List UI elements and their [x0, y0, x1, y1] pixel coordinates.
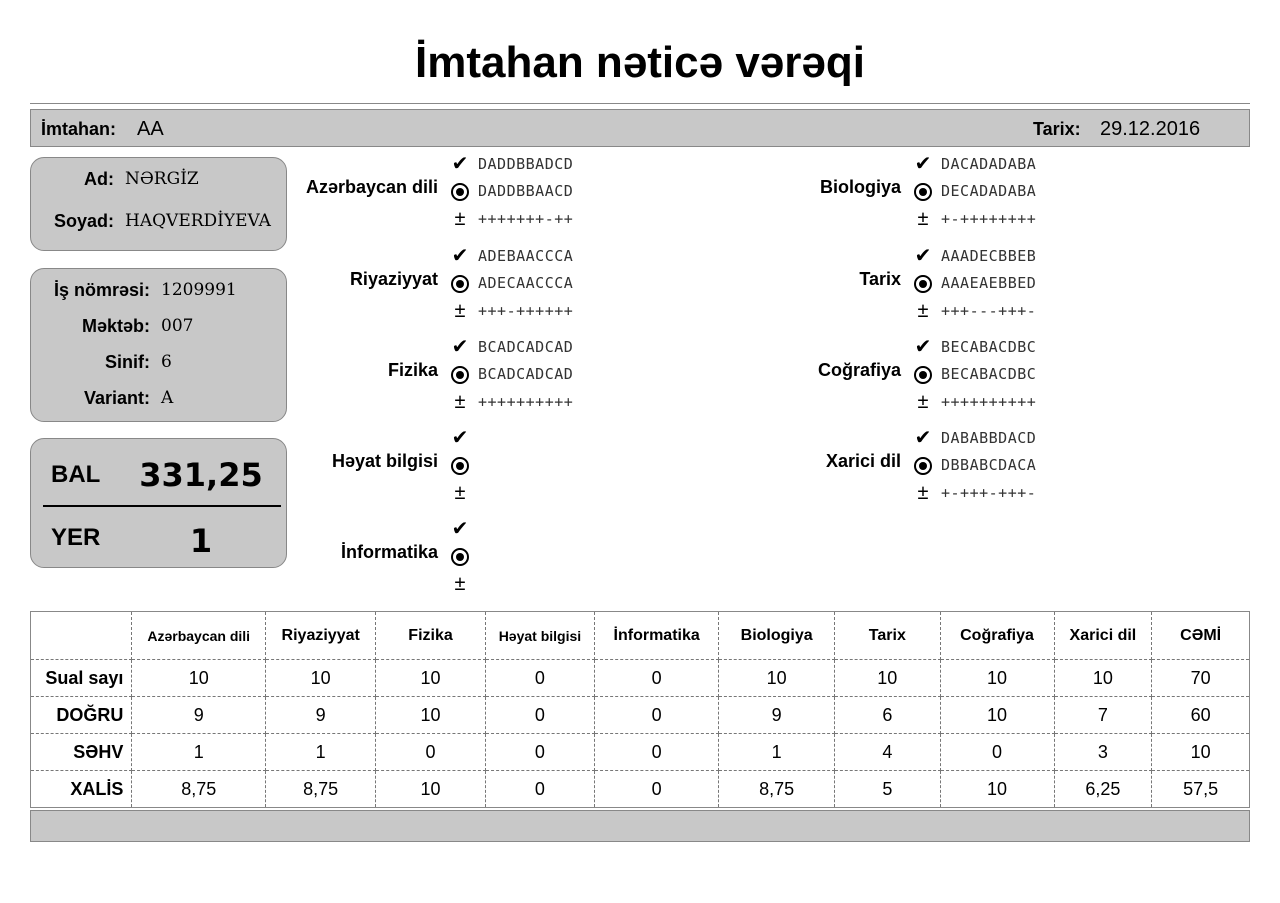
- student-answer: AAAEAEBBED: [941, 274, 1037, 292]
- table-header-cell: CƏMİ: [1152, 612, 1250, 660]
- table-cell: 1: [719, 734, 835, 771]
- school-row: [31, 316, 286, 338]
- table-cell: 0: [595, 697, 719, 734]
- student-answer: BCADCADCAD: [478, 365, 574, 383]
- check-icon: ✔: [914, 245, 932, 267]
- table-cell: 10: [940, 771, 1054, 808]
- surname-label: Soyad:: [53, 211, 114, 231]
- student-answer: BECABACDBC: [941, 365, 1037, 383]
- plus-minus-icon: ±: [454, 391, 466, 413]
- plus-minus-icon: ±: [917, 482, 929, 504]
- answer-result: +-++++++++: [941, 210, 1037, 228]
- target-icon: [450, 455, 470, 477]
- table-cell: 10: [376, 660, 485, 697]
- table-cell: 6: [835, 697, 940, 734]
- table-cell: 0: [595, 734, 719, 771]
- table-cell: 10: [266, 660, 376, 697]
- table-cell: 10: [376, 697, 485, 734]
- check-icon: ✔: [914, 336, 932, 358]
- table-cell: 6,25: [1054, 771, 1152, 808]
- name-row: [31, 169, 286, 191]
- table-row: [31, 734, 1250, 771]
- answer-result: ++++++++++: [941, 393, 1037, 411]
- table-cell: 10: [1152, 734, 1250, 771]
- table-header-cell: Azərbaycan dili: [132, 612, 266, 660]
- table-cell: 0: [485, 697, 594, 734]
- work-number-label: İş nömrəsi:: [53, 280, 150, 300]
- subject-block: [825, 427, 1113, 523]
- school-value: 007: [161, 316, 194, 336]
- table-row: [31, 660, 1250, 697]
- check-icon: ✔: [451, 153, 469, 175]
- answer-key: DADDBBADCD: [478, 155, 574, 173]
- answer-result: +-+++-+++-: [941, 484, 1037, 502]
- score-divider: [43, 505, 281, 507]
- class-value: 6: [161, 352, 172, 372]
- subject-name: Azərbaycan dili: [305, 177, 438, 197]
- subject-block: [817, 336, 1113, 432]
- answer-key: BCADCADCAD: [478, 338, 574, 356]
- answer-result: +++++++-++: [478, 210, 574, 228]
- subject-block: [387, 336, 650, 432]
- work-number-value: 1209991: [161, 280, 237, 300]
- info-box: [30, 268, 287, 422]
- subject-name: Biologiya: [819, 177, 901, 197]
- row-label: SƏHV: [31, 734, 132, 771]
- check-icon: ✔: [914, 153, 932, 175]
- target-icon: [913, 455, 933, 477]
- table-cell: 0: [485, 771, 594, 808]
- row-label: DOĞRU: [31, 697, 132, 734]
- table-row: [31, 697, 1250, 734]
- answer-result: +++-++++++: [478, 302, 574, 320]
- subject-name: Xarici dil: [825, 451, 901, 471]
- table-cell: 8,75: [132, 771, 266, 808]
- exam-value: AA: [137, 118, 164, 140]
- answer-key: DABABBDACD: [941, 429, 1037, 447]
- answer-result: +++---+++-: [941, 302, 1037, 320]
- subject-block: [819, 153, 1113, 249]
- rank-label: YER: [51, 524, 101, 551]
- plus-minus-icon: ±: [917, 300, 929, 322]
- exam-label: İmtahan:: [41, 119, 117, 139]
- score-value: 331,25: [139, 456, 263, 494]
- table-header-cell: Fizika: [376, 612, 485, 660]
- table-header-cell: Riyaziyyat: [266, 612, 376, 660]
- subject-block: [305, 153, 650, 249]
- table-header-cell: Tarix: [835, 612, 940, 660]
- table-header-cell: Həyat bilgisi: [485, 612, 594, 660]
- page-title: İmtahan nəticə vərəqi: [415, 38, 865, 87]
- table-cell: 0: [940, 734, 1054, 771]
- student-box: [30, 157, 287, 251]
- table-header-cell: Xarici dil: [1054, 612, 1152, 660]
- table-header-cell: Biologiya: [719, 612, 835, 660]
- table-cell: 0: [595, 660, 719, 697]
- table-cell: 60: [1152, 697, 1250, 734]
- student-answer: DBBABCDACA: [941, 456, 1037, 474]
- table-cell: 0: [485, 660, 594, 697]
- surname-value: HAQVERDİYEVA: [125, 211, 271, 231]
- table-cell: 0: [485, 734, 594, 771]
- table-cell: 1: [132, 734, 266, 771]
- plus-minus-icon: ±: [454, 300, 466, 322]
- class-label: Sinif:: [105, 352, 150, 372]
- table-cell: 8,75: [266, 771, 376, 808]
- student-answer: ADECAACCCA: [478, 274, 574, 292]
- table-corner: [31, 612, 132, 660]
- surname-row: [31, 211, 286, 233]
- target-icon: [913, 181, 933, 203]
- work-number-row: [31, 280, 286, 302]
- target-icon: [450, 546, 470, 568]
- plus-minus-icon: ±: [917, 208, 929, 230]
- check-icon: ✔: [451, 427, 469, 449]
- plus-minus-icon: ±: [454, 482, 466, 504]
- variant-value: A: [161, 388, 174, 408]
- subject-name: İnformatika: [340, 542, 438, 562]
- check-icon: ✔: [451, 518, 469, 540]
- table-cell: 4: [835, 734, 940, 771]
- table-cell: 3: [1054, 734, 1152, 771]
- rank-value: 1: [189, 522, 213, 560]
- target-icon: [913, 273, 933, 295]
- date-label: Tarix:: [1033, 119, 1081, 139]
- target-icon: [450, 364, 470, 386]
- table-cell: 9: [719, 697, 835, 734]
- student-answer: DADDBBAACD: [478, 182, 574, 200]
- table-cell: 10: [719, 660, 835, 697]
- table-header-cell: Coğrafiya: [940, 612, 1054, 660]
- variant-row: [31, 388, 286, 410]
- check-icon: ✔: [914, 427, 932, 449]
- table-cell: 5: [835, 771, 940, 808]
- footer-bar: [30, 810, 1250, 842]
- target-icon: [913, 364, 933, 386]
- subject-name: Coğrafiya: [817, 360, 901, 380]
- target-icon: [450, 273, 470, 295]
- table-cell: 9: [132, 697, 266, 734]
- subject-block: [859, 245, 1113, 341]
- subject-name: Tarix: [859, 269, 901, 289]
- score-box: [30, 438, 287, 568]
- plus-minus-icon: ±: [454, 573, 466, 595]
- class-row: [31, 352, 286, 374]
- target-icon: [450, 181, 470, 203]
- check-icon: ✔: [451, 245, 469, 267]
- table-row: [31, 771, 1250, 808]
- table-cell: 1: [266, 734, 376, 771]
- variant-label: Variant:: [83, 388, 150, 408]
- row-label: Sual sayı: [31, 660, 132, 697]
- table-cell: 10: [132, 660, 266, 697]
- check-icon: ✔: [451, 336, 469, 358]
- table-cell: 10: [1054, 660, 1152, 697]
- table-cell: 9: [266, 697, 376, 734]
- exam-bar: [30, 109, 1250, 147]
- name-label: Ad:: [84, 169, 114, 189]
- answer-key: AAADECBBEB: [941, 247, 1037, 265]
- table-cell: 10: [940, 660, 1054, 697]
- table-header-row: [31, 612, 1250, 660]
- table-cell: 10: [835, 660, 940, 697]
- score-label: BAL: [51, 461, 101, 488]
- subject-name: Riyaziyyat: [349, 269, 438, 289]
- date-value: 29.12.2016: [1100, 118, 1201, 140]
- subject-name: Həyat bilgisi: [331, 451, 438, 471]
- subject-block: [340, 518, 650, 614]
- name-value: NƏRGİZ: [125, 169, 199, 189]
- subject-block: [331, 427, 650, 523]
- answer-key: ADEBAACCCA: [478, 247, 574, 265]
- table-cell: 8,75: [719, 771, 835, 808]
- subject-block: [349, 245, 650, 341]
- table-cell: 70: [1152, 660, 1250, 697]
- plus-minus-icon: ±: [917, 391, 929, 413]
- divider: [30, 103, 1250, 104]
- table-cell: 10: [940, 697, 1054, 734]
- student-answer: DECADADABA: [941, 182, 1037, 200]
- table-header-cell: İnformatika: [595, 612, 719, 660]
- subject-name: Fizika: [387, 360, 438, 380]
- row-label: XALİS: [31, 771, 132, 808]
- answer-key: BECABACDBC: [941, 338, 1037, 356]
- results-table: [30, 611, 1250, 808]
- table-cell: 57,5: [1152, 771, 1250, 808]
- answer-result: ++++++++++: [478, 393, 574, 411]
- answer-key: DACADADABA: [941, 155, 1037, 173]
- table-cell: 0: [595, 771, 719, 808]
- table-cell: 0: [376, 734, 485, 771]
- school-label: Məktəb:: [81, 316, 150, 336]
- table-cell: 7: [1054, 697, 1152, 734]
- plus-minus-icon: ±: [454, 208, 466, 230]
- table-cell: 10: [376, 771, 485, 808]
